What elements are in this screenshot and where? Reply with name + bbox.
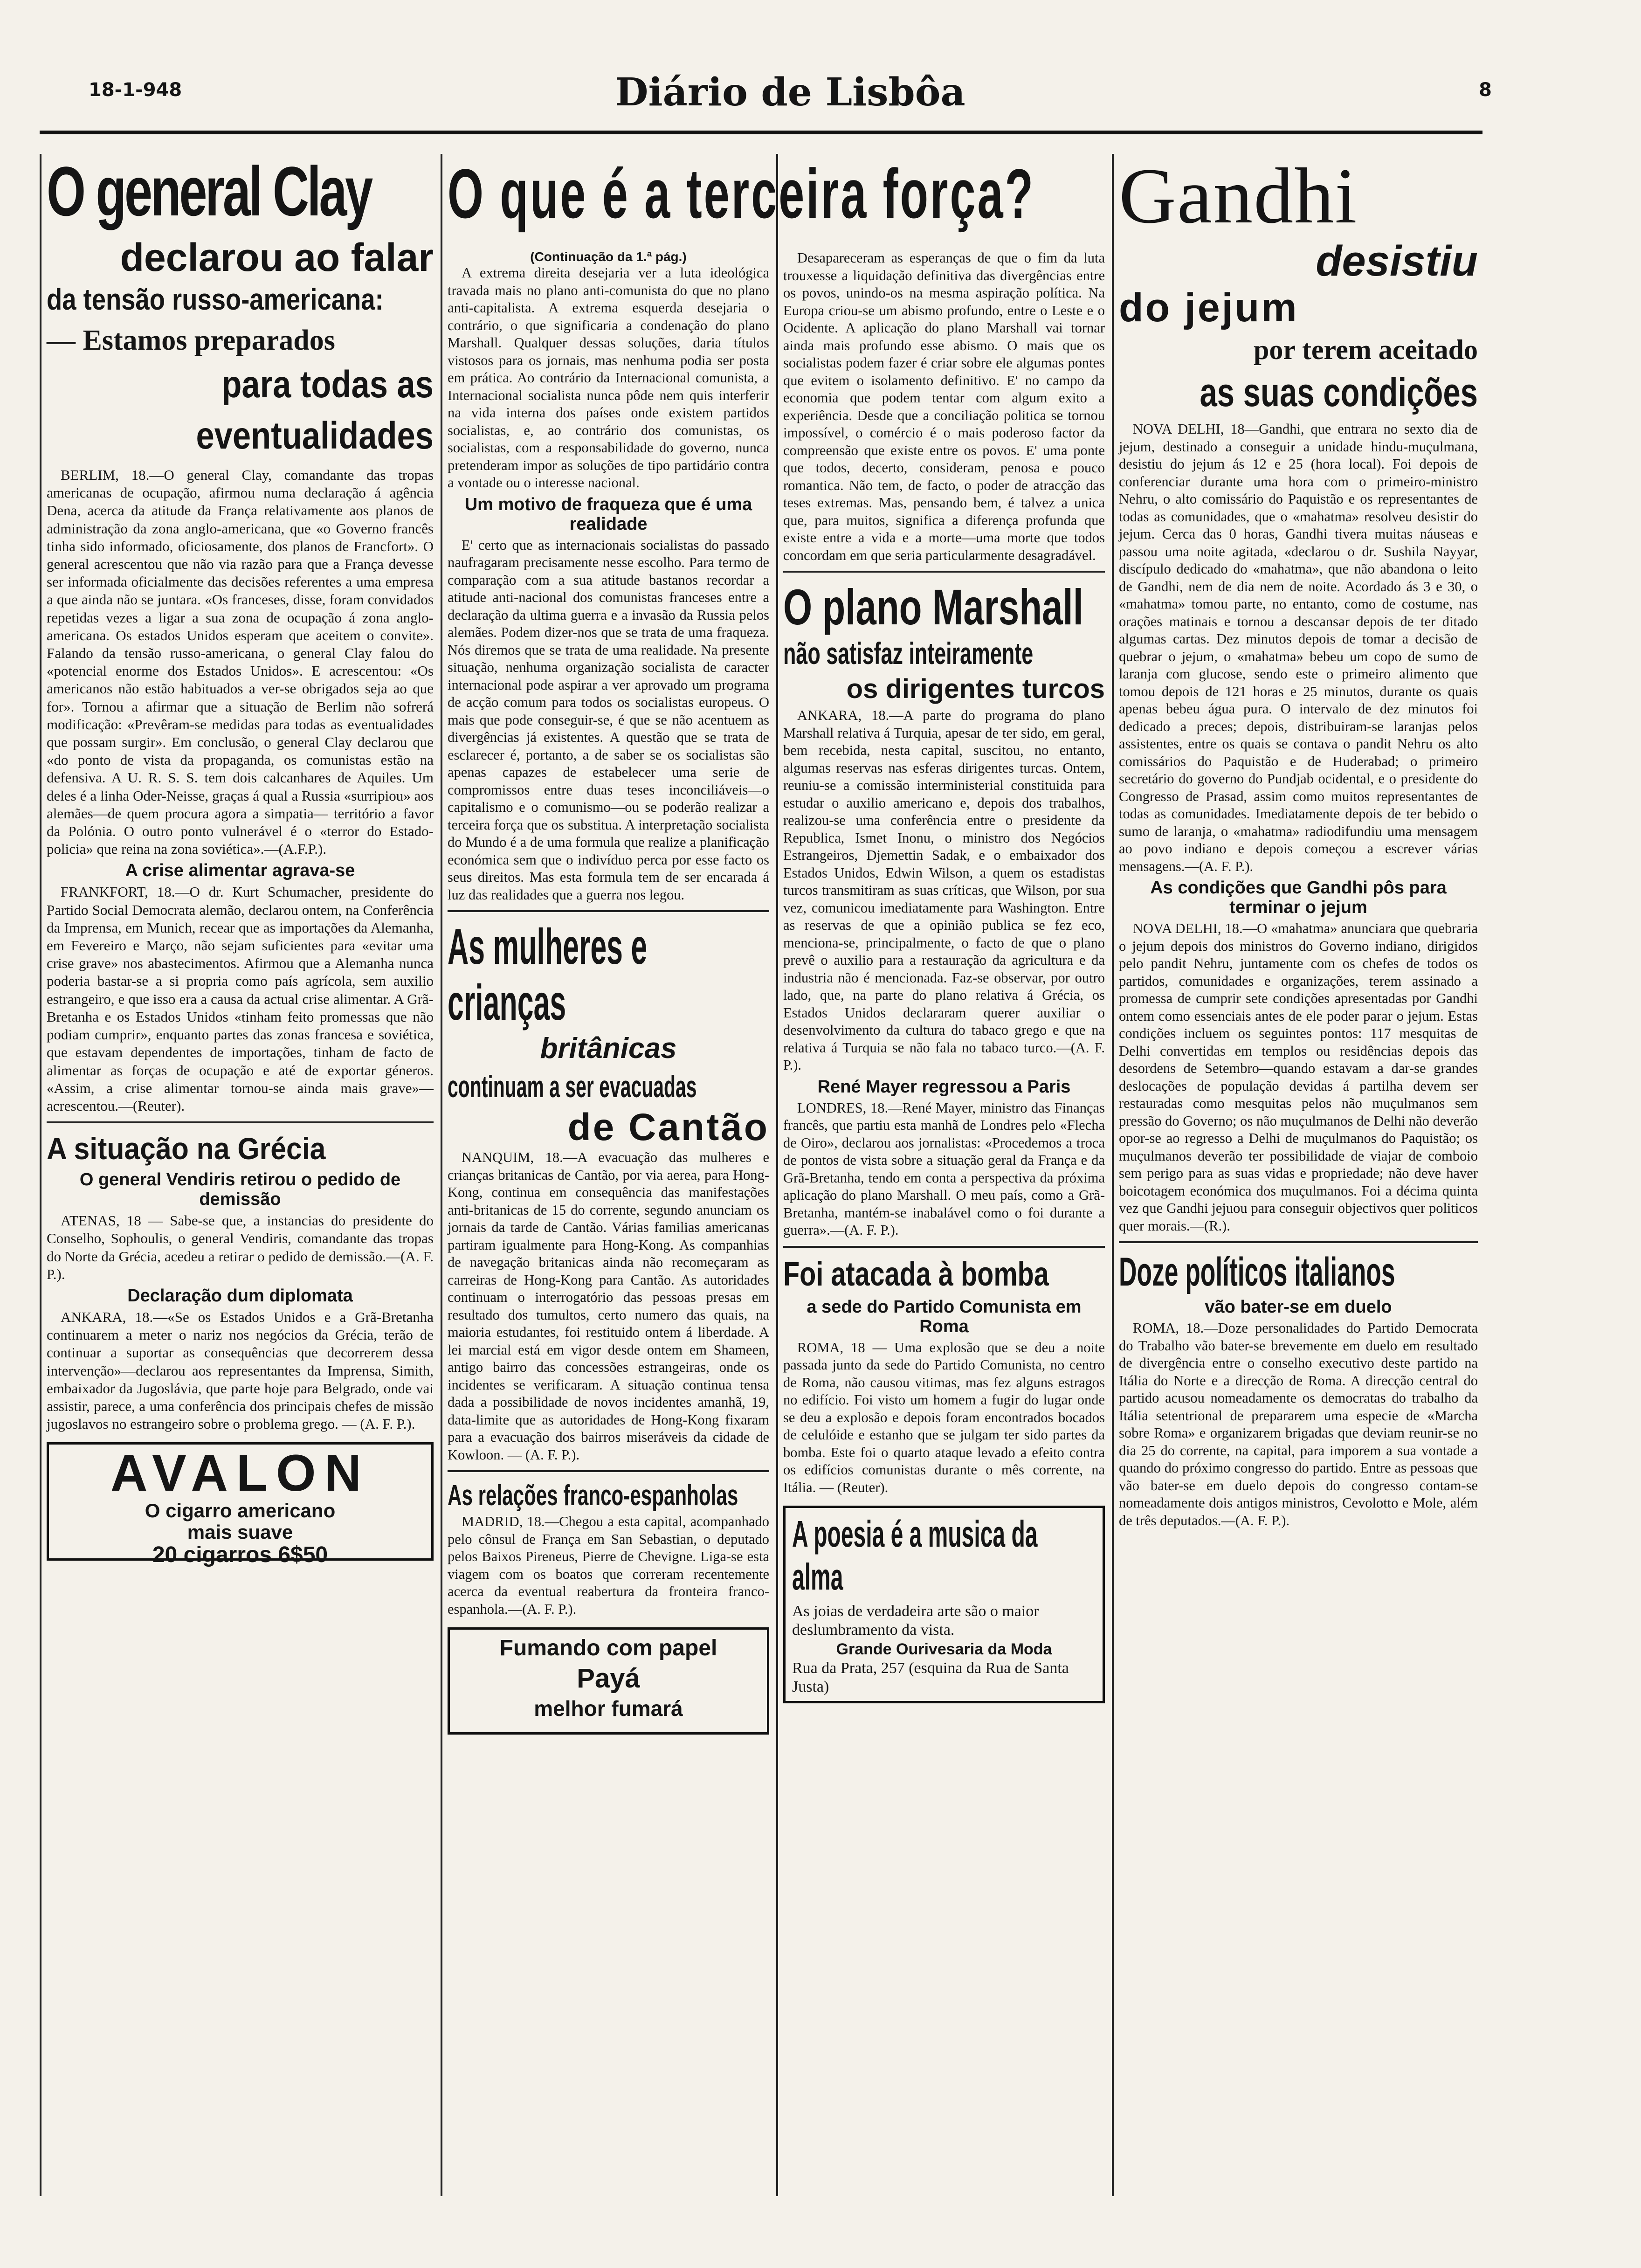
mulheres-headline-c: continuam a ser evacuadas bbox=[448, 1069, 697, 1104]
masthead bbox=[89, 70, 1492, 126]
masthead-rule bbox=[40, 131, 1482, 134]
gandhi-headline-d: por terem aceitado bbox=[1254, 334, 1478, 365]
divider bbox=[448, 1470, 769, 1472]
grecia-headline: A situação na Grécia bbox=[47, 1131, 326, 1166]
terceira-forca-headline: O que é a terceira força? bbox=[448, 154, 1035, 233]
column-rule bbox=[776, 154, 778, 2196]
ourivesaria-advertisement bbox=[783, 1506, 1105, 1703]
clay-headline-c: da tensão russo-americana: bbox=[47, 283, 384, 316]
paya-advertisement bbox=[448, 1627, 769, 1735]
crise-alimentar-subhead: A crise alimentar agrava-se bbox=[125, 861, 355, 881]
mulheres-headline-d: de Cantão bbox=[567, 1106, 769, 1148]
mulheres-headline-b: britânicas bbox=[540, 1032, 677, 1065]
bomba-body: ROMA, 18 — Uma explosão que se deu a noite passada junto da sede do Partido Comunista, no centro de Roma, não causou vitimas, mas fez alguns estragos no edifício. Foi visto um homem a fugir do lugar onde se deu a explosão e depois foram encontrados bocados de celulóide e estanho que se julgam ter sido partes da bomba. Este foi o quarto ataque levado a efeito contra os edifícios comunistas durante o mês corrente, na Itália. — (Reuter). bbox=[783, 1339, 1105, 1495]
divider bbox=[783, 571, 1105, 573]
gandhi-headline-a: Gandhi bbox=[1119, 152, 1358, 240]
clay-headline-d: — Estamos preparados bbox=[47, 325, 335, 356]
divider bbox=[1119, 1241, 1478, 1243]
mulheres-body: NANQUIM, 18.—A evacuação das mulheres e crianças britanicas de Cantão, por via aerea, para Hong-Kong, continua em consequência das manifestações anti-britanicas de 15 do corrente, segundo anunciam os jornais da tarde de Cantão. Várias familias americanas partiram igualmente para Hong-Kong. As companhias de navegação britanicas ainda não recomeçaram as carreiras de Hong-Kong para Cantão. As autoridades continuam o interrogatório das pessoas presas em resultado dos tumultos, certo numero das quais, na maioria estudantes, foi restituido ontem á liberdade. A lei marcial está em vigor desde ontem em Shameen, antigo bairro das concessões estrangeiras, onde os incidentes se verificaram. A situação continua tensa dada a possibilidade de novos incidentes amanhã, 19, data-limite que as autoridades de Hong-Kong fixaram para a evacuação dos bairros miseráveis da cidade de Kowloon. — (A. F. P.). bbox=[448, 1149, 769, 1463]
column-1 bbox=[47, 152, 434, 1568]
column-rule bbox=[441, 154, 442, 2196]
ad-line: Rua da Prata, 257 (esquina da Rua de Santa Justa) bbox=[792, 1660, 1069, 1695]
ad-brand: AVALON bbox=[110, 1445, 370, 1502]
divider bbox=[783, 1246, 1105, 1248]
column-2 bbox=[448, 154, 1119, 233]
mulheres-headline-a: As mulheres e crianças bbox=[448, 918, 648, 1030]
relacoes-headline: As relações franco-espanholas bbox=[448, 1480, 738, 1512]
page-number: 8 bbox=[1479, 79, 1492, 101]
ad-line: melhor fumará bbox=[534, 1696, 683, 1721]
doze-body: ROMA, 18.—Doze personalidades do Partido Democrata do Trabalho vão bater-se brevemente em duelo em resultado de divergência entre o conselho executivo deste partido na Itália do Norte e a direcção de Roma. A direcção central do partido acusou nomeadamente os democratas do trabalho da Itália setentrional de prepararem uma especie de «Marcha sobre Roma» e organizarem brigadas que deviam reunir-se no dia 25 do corrente, na capital, para imporem a sua vontade a quando do próximo congresso do partido. Entre as pessoas que vão bater-se em duelo depois do congresso contam-se nomeadamente dois antigos ministros, Cevolotto e Mole, além de três deputados.—(A. F. P.). bbox=[1119, 1320, 1478, 1528]
ad-line: Payá bbox=[577, 1663, 640, 1694]
column-2a bbox=[448, 249, 769, 1735]
avalon-advertisement bbox=[47, 1442, 434, 1568]
ad-line: O cigarro americano bbox=[145, 1500, 336, 1522]
ad-line: Fumando com papel bbox=[499, 1636, 717, 1660]
column-rule bbox=[1112, 154, 1114, 2196]
ad-line: Grande Ourivesaria da Moda bbox=[836, 1640, 1052, 1658]
gandhi-headline-c: do jejum bbox=[1119, 285, 1299, 330]
gandhi-conditions-body: NOVA DELHI, 18.—O «mahatma» anunciara que quebraria o jejum depois dos ministros do Governo indiano, dirigidos pelo pandit Nehru, juntamente com os chefes de todos os partidos, comunidades e organizações, terem assinado a promessa de cumprir sete condições apresentadas por Gandhi ontem como essenciais antes de ele poder parar o jejum. Estas condições incluem os seguintes pontos: 117 mesquitas de Delhi convertidas em templos ou residências depois das desordens de Setembro—quando estavam a dar-se grandes deslocações de população devidas á partilha devem ser restauradas como mesquitas pelos não muçulmanos sem pressão do Governo; os não muçulmanos de Delhi não deverão opor-se ao regresso a Delhi de muçulmanos do Paquistão; os muçulmanos deverão ter possibilidade de viajar de comboio sem perigo para as suas vidas e propriedade; não deve haver boicotagem económica dos muçulmanos. Foi a décima quinta vez que Gandhi jejuou para conseguir objectivos quer politicos quer morais.—(R.). bbox=[1119, 920, 1478, 1234]
bomba-headline: Foi atacada à bomba bbox=[783, 1255, 1049, 1293]
diplomata-subhead: Declaração dum diplomata bbox=[127, 1286, 353, 1306]
relacoes-body: MADRID, 18.—Chegou a esta capital, acompanhado pelo cônsul de França em San Sebastian, o deputado pelos Baixos Pireneus, Pierre de Chevigne. Liga-se esta viagem com os boatos que correram recentemente acerca da eventual reabertura da fronteira franco-espanhola.—(A. F. P.). bbox=[448, 1514, 769, 1617]
marshall-headline-c: os dirigentes turcos bbox=[846, 674, 1105, 704]
ad-line: mais suave bbox=[187, 1521, 293, 1543]
clay-headline-e: para todas as eventualidades bbox=[196, 363, 434, 457]
marshall-body: ANKARA, 18.—A parte do programa do plano Marshall relativa á Turquia, apesar de ter sido, em geral, bem recebida, nesta capital, suscitou, no entanto, algumas reservas nas esferas dirigentes turcas. Ontem, reuniu-se a comissão interministerial constituida para estudar o auxilio americano e, depois dos trabalhos, realizou-se uma conferência entre o presidente da Republica, Ismet Inonu, o ministro dos Negócios Estrangeiros, Djemettin Sadak, e o embaixador dos Estados Unidos, Edwin Wilson, a quem os estadistas turcos transmitiram as suas críticas, que Wilson, por sua vez, comunicou imediatamente para Washington. Entre as reservas de que a opinião publica se fez eco, menciona-se, principalmente, o facto de que o plano prevê o auxilio para a restauração da agricultura e da industria não é mencionada. Faz-se observar, por outro lado, que, na parte do plano relativa á Grécia, os Estados Unidos declararam querer auxiliar o desenvolvimento da cultura do tabaco grego e que na relativa á Turquia se não fala no tabaco turco.—(A. F. P.). bbox=[783, 707, 1105, 1073]
column-4 bbox=[1119, 154, 1478, 1531]
doze-headline: Doze políticos italianos bbox=[1119, 1250, 1395, 1294]
bomba-subhead: a sede do Partido Comunista em Roma bbox=[807, 1297, 1082, 1336]
terceira-forca-continued: Desapareceram as esperanças de que o fim da luta trouxesse a liquidação definitiva das divergências entre os povos, unindo-os na mesma aspiração política. Na Europa criou-se um abismo profundo, entre o Leste e o Ocidente. A aplicação do plano Marshall vai tornar ainda mais profundo esse abismo. O mais que os socialistas podem fazer é criar sobre ele algumas pontes que evitem o isolamento definitivo. E' no campo da economia que podem tentar com algum exito a experiência. Desde que a conciliação politica se tornou impossível, o comércio é o mais poderoso factor da compreensão que existe entre os povos. E' uma ponte que todos, decerto, consideram, penosa e pouco romantica. Não tem, de facto, o poder de atracção das teses extremas. Mas, pensando bem, é talvez a unica que, para muitos, significa a diferença profunda que existe entre a vida e a morte—uma morte que todos concordam em que seria particularmente desagradável. bbox=[783, 250, 1105, 563]
column-rule bbox=[40, 154, 41, 2196]
column-3 bbox=[783, 249, 1105, 1703]
mayer-subhead: René Mayer regressou a Paris bbox=[817, 1077, 1071, 1097]
gandhi-headline-e: as suas condições bbox=[1200, 370, 1478, 415]
issue-date: 18-1-948 bbox=[89, 79, 182, 101]
diplomata-body: ANKARA, 18.—«Se os Estados Unidos e a Grã-Bretanha continuarem a meter o nariz nos negócios da Grécia, terão de continuar a suportar as consequências que decorrerem dessa intervenção»—declarou aos representantes da Imprensa, Simith, embaixador da Jugoslávia, que parte hoje para Belgrado, onde vai assistir, parece, a uma conferência dos principais chefes de missão jugoslavos no estrangeiro sobre o problema grego. — (A. F. P.). bbox=[47, 1308, 434, 1432]
divider bbox=[448, 910, 769, 912]
doze-subhead: vão bater-se em duelo bbox=[1205, 1297, 1392, 1317]
gandhi-subhead: As condições que Gandhi pôs para terminar o jejum bbox=[1150, 878, 1447, 917]
continuation-note: (Continuação da 1.ª pág.) bbox=[530, 249, 687, 264]
clay-headline-b: declarou ao falar bbox=[120, 235, 434, 279]
grecia-subhead: O general Vendiris retirou o pedido de demissão bbox=[79, 1170, 401, 1210]
ad-line: As joias de verdadeira arte são o maior deslumbramento da vista. bbox=[792, 1603, 1039, 1639]
clay-headline-main: O general Clay bbox=[47, 152, 371, 230]
ad-line: 20 cigarros 6$50 bbox=[152, 1542, 328, 1568]
grecia-body: ATENAS, 18 — Sabe-se que, a instancias do presidente do Conselho, Sophoulis, o general Vendiris, comandante das tropas do Norte da Grécia, acedeu a retirar o pedido de demissão.—(A. F. P.). bbox=[47, 1212, 434, 1282]
mayer-body: LONDRES, 18.—René Mayer, ministro das Finanças francês, que partiu esta manhã de Londres pelo «Flecha de Oiro», declarou aos jornalistas: «Procedemos a troca de pontos de vista sobre a situação geral da França e da Grã-Bretanha, tendo em conta a perspectiva da próxima aplicação do plano Marshall. O meu país, como a Grã-Bretanha, mantém-se inabalável como o foi durante a guerra».—(A. F. P.). bbox=[783, 1099, 1105, 1238]
crise-alimentar-body: FRANKFORT, 18.—O dr. Kurt Schumacher, presidente do Partido Social Democrata alemão, declarou ontem, na Conferência da Imprensa, em Munich, recear que as importações da Alemanha, em Fevereiro e Março, não sejam suficientes para «evitar uma crise grave» nos abastecimentos. Afirmou que a Alemanha nunca poderia bastar-se a si propria como país agrícola, sem auxilio estrangeiro, e que isso era a causa da actual crise alimentar. A Grã-Bretanha e os Estados Unidos «tinham feito promessas que não podiam cumprir», enquanto partes das zonas francesa e soviética, que estavam dependentes de importações, tinham de facto de alimentar as forças de ocupação e até de exportar géneros. «Assim, a crise alimentar tornou-se ainda mais grave»— acrescentou.—(Reuter). bbox=[47, 884, 434, 1114]
gandhi-body: NOVA DELHI, 18—Gandhi, que entrara no sexto dia de jejum, destinado a conseguir a unidade hindu-muçulmana, desistiu do jejum ás 12 e 25 (hora local). Foi depois de conferenciar durante uma hora com o primeiro-ministro Nehru, o alto comissário do Paquistão e os representantes de todas as comunidades, que o «mahatma» resolveu desistir do jejum. Cerca das 0 horas, Gandhi tivera muitas náuseas e passou uma noite agitada, «declarou o dr. Sushila Nayyar, discípulo dedicado do «mahatma», que não abandona o leito de Gandhi, nem de dia nem de noite. Acordado ás 3 e 30, o «mahatma» tomou parte, no entanto, como de costume, nas orações matinais e tornou a descansar depois de ter ditado algumas cartas. Dez minutos depois de tomar a decisão de quebrar o jejum, o «mahatma» bebeu um copo de sumo de laranja com glucose, sendo este o primeiro alimento que tomou depois de 121 horas e 25 minutos, durante os quais apenas bebeu água pura. O intervalo de dez minutos foi dedicado a preces; depois, distribuiram-se laranjas pelos assistentes, entre os quais se contava o pandit Nehru os alto comissários do Paquistão e de Huderabad; o primeiro secretário do governo do Pundjab ocidental, e o presidente do Congresso de Prasad, assim como muitos representantes de todas as comunidades. Imediatamente depois de ter bebido o sumo de laranja, o «mahatma» radiodifundiu uma mensagem ao povo indiano e depois começou a escrever várias mensagens.—(A. F. P.). bbox=[1119, 421, 1478, 874]
marshall-headline-b: não satisfaz inteiramente bbox=[783, 636, 1034, 671]
fraqueza-body: E' certo que as internacionais socialistas do passado naufragaram precisamente nesse escolho. Para termo de comparação com a sua atitude bastanos recordar a atitude anti-nacional dos comunistas franceses entre a declaração da ultima guerra e a invasão da Russia pelos alemães. Podem dizer-nos que se trata de uma fraqueza. Nós diremos que se trata de uma realidade. Na presente situação, nenhuma organização socialista de caracter internacional pode aspirar a ver aprovado um programa de acção comum para todos os socialistas europeus. O mais que pode conseguir-se, é que se não acentuem as divergências já existentes. A questão que se trata de esclarecer é, portanto, a de saber se os socialistas são apenas capazes de estabelecer uma serie de compromissos entre duas teses inconciliáveis—o capitalismo e o comunismo—ou se poderão realizar a terceira força que os substitua. A interpretação socialista do Mundo é a de uma formula que realize a planificação económica sem que o indivíduo perca por esse facto os seus direitos. Mas esta formula tem de ser encarada á luz das realidades que a guerra nos legou. bbox=[448, 537, 769, 903]
gandhi-headline-b: desistiu bbox=[1316, 237, 1478, 285]
divider bbox=[47, 1121, 434, 1123]
marshall-headline-a: O plano Marshall bbox=[783, 579, 1083, 635]
clay-article-body: BERLIM, 18.—O general Clay, comandante das tropas americanas de ocupação, afirmou numa declaração á agência Dena, acerca da atitude da França relativamente aos planos de administração da zona anglo-americana, que «o Governo francês tinha sido informado, oficiosamente, dos planos de Francfort». O general acrescentou que não via razão para que a França devesse ser informada oficialmente das decisões referentes a uma empresa a que ainda não se juntara. «Os franceses, disse, foram convidados repetidas vezes a ligar a sua zona de ocupação á zona anglo-americana. Os estados Unidos esperam que aceitem o convite». Falando da tensão russo-americana, o general Clay falou do «potencial enorme dos Estados Unidos». E acrescentou: «Os americanos não estão habituados a ver-se obrigados seja ao que for». Tornou a afirmar que a situação de Berlim não sofrerá modificação: «Prevêram-se medidas para todas as eventualidades que possam surgir». Em conclusão, o general Clay declarou que «do ponto de vista da propaganda, os comunistas estão na defensiva. A U. R. S. S. tem dois calcanhares de Aquiles. Um deles é a linha Oder-Neisse, graças á qual a Russia «surripiou» aos alemães—de quem procura agora a simpatia— território a favor da Polónia. O outro ponto vulnerável é o «terror do Estado-policia» que reina na zona soviética».—(A.F.P.). bbox=[47, 467, 434, 857]
ad-headline: A poesia é a musica da alma bbox=[792, 1513, 1038, 1597]
newspaper-title: Diário de Lisbôa bbox=[615, 70, 965, 115]
fraqueza-subhead: Um motivo de fraqueza que é uma realidade bbox=[464, 494, 752, 534]
terceira-forca-body: A extrema direita desejaria ver a luta ideológica travada mais no plano anti-comunista do que no plano anti-capitalista. A extrema esquerda desejaria o contrário, o que significaria a condenação do plano Marshall. Qualquer dessas soluções, daria títulos vistosos para os jornais, mas nenhuma podia ser posta em prática. Ao contrário da Internacional comunista, a Internacional socialista nunca pôde nem quis interferir na vida interna dos países onde existem partidos socialistas, e, ao contrário dos comunistas, os socialistas, com a responsabilidade do governo, nunca pretenderam impor as soluções de tipo partidário contra a vontade ou o interesse nacional. bbox=[448, 265, 769, 491]
